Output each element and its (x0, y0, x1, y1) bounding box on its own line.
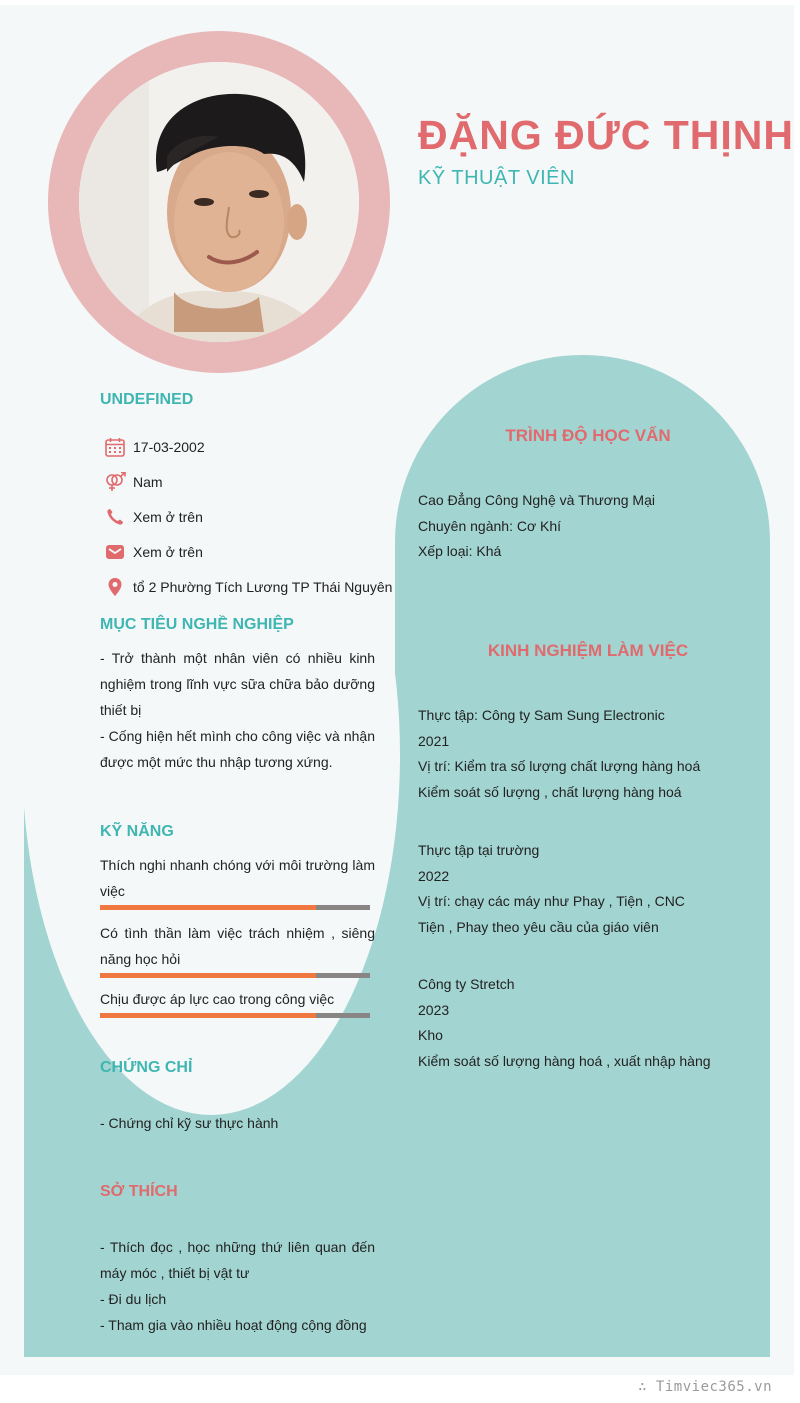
education-text (418, 488, 763, 565)
experience-line: Kiểm soát số lượng , chất lượng hàng hoá (418, 783, 682, 800)
candidate-name: ĐẶNG ĐỨC THỊNH (418, 112, 794, 158)
experience-item (418, 838, 763, 940)
skill-bar-fill (100, 1013, 316, 1018)
experience-item (418, 972, 763, 1074)
objective-text (100, 645, 375, 775)
phone-row (104, 506, 203, 528)
experience-line: Vị trí: chạy các máy như Phay , Tiện , CNC (418, 893, 685, 909)
education-line: Xếp loại: Khá (418, 543, 502, 559)
phone-icon (104, 506, 126, 528)
hobby-line: - Thích đọc , học những thứ liên quan đến máy móc , thiết bị vật tư (100, 1239, 375, 1281)
skill-bar (100, 905, 370, 910)
objective-heading: MỤC TIÊU NGHỀ NGHIỆP (100, 616, 294, 633)
gender-row (104, 471, 163, 493)
job-title: KỸ THUẬT VIÊN (418, 167, 575, 189)
calendar-icon (104, 436, 126, 458)
phone-value: Xem ở trên (133, 509, 203, 525)
experience-line: Kiểm soát số lượng hàng hoá , xuất nhập hàng (418, 1052, 711, 1069)
experience-line: 2022 (418, 867, 450, 884)
experience-line: 2021 (418, 732, 450, 749)
hobbies-heading: SỞ THÍCH (100, 1183, 178, 1200)
watermark: ∴ Timviec365.vn (638, 1379, 772, 1395)
skill-label: Có tình thần làm việc trách nhiệm , siêng năng học hỏi (100, 925, 375, 967)
mail-icon (104, 541, 126, 563)
experience-line: Vị trí: Kiểm tra số lượng chất lượng hàng hoá (418, 758, 701, 774)
experience-line: Thực tập: Công ty Sam Sung Electronic (418, 707, 665, 723)
objective-line: - Cống hiện hết mình cho công việc và nhận được một mức thu nhập tương xứng. (100, 728, 375, 770)
experience-line: Tiện , Phay theo yêu cầu của giáo viên (418, 918, 659, 935)
skill-bar-fill (100, 905, 316, 910)
education-line: Cao Đẳng Công Nghệ và Thương Mại (418, 492, 655, 508)
address-value: tổ 2 Phường Tích Lương TP Thái Nguyên (133, 579, 393, 595)
email-value: Xem ở trên (133, 544, 203, 560)
location-icon (104, 576, 126, 598)
experience-line: 2023 (418, 1001, 450, 1018)
gender-value: Nam (133, 474, 163, 490)
skill-item (100, 852, 375, 910)
skill-label: Chịu được áp lực cao trong công việc (100, 991, 335, 1007)
hobby-line: - Tham gia vào nhiều hoạt động cộng đồng (100, 1317, 367, 1333)
skill-item (100, 986, 375, 1018)
experience-item (418, 703, 763, 805)
experience-line: Thực tập tại trường (418, 842, 540, 858)
skill-item (100, 920, 375, 978)
education-line: Chuyên ngành: Cơ Khí (418, 517, 562, 534)
hobby-line: - Đi du lịch (100, 1291, 167, 1307)
experience-line: Kho (418, 1027, 443, 1043)
birthday-value: 17-03-2002 (133, 439, 205, 455)
certificates-text (100, 1110, 375, 1136)
contact-heading: UNDEFINED (100, 391, 194, 408)
objective-line: - Trở thành một nhân viên có nhiều kinh nghiệm trong lĩnh vực sữa chữa bảo dưỡng thiết bị (100, 650, 375, 718)
hobbies-text (100, 1234, 375, 1338)
certificate-line: - Chứng chỉ kỹ sư thực hành (100, 1115, 279, 1131)
education-heading: TRÌNH ĐỘ HỌC VẤN (505, 426, 671, 445)
skill-label: Thích nghi nhanh chóng với môi trường làm việc (100, 857, 375, 899)
birthday-row (104, 436, 205, 458)
experience-heading: KINH NGHIỆM LÀM VIỆC (487, 641, 689, 660)
email-row (104, 541, 203, 563)
address-row (104, 576, 392, 598)
experience-line: Công ty Stretch (418, 976, 515, 992)
skill-bar (100, 1013, 370, 1018)
avatar (79, 62, 359, 342)
gender-icon (104, 471, 126, 493)
certificates-heading: CHỨNG CHỈ (100, 1059, 193, 1076)
skills-heading: KỸ NĂNG (100, 823, 174, 840)
skill-bar-fill (100, 973, 316, 978)
skill-bar (100, 973, 370, 978)
